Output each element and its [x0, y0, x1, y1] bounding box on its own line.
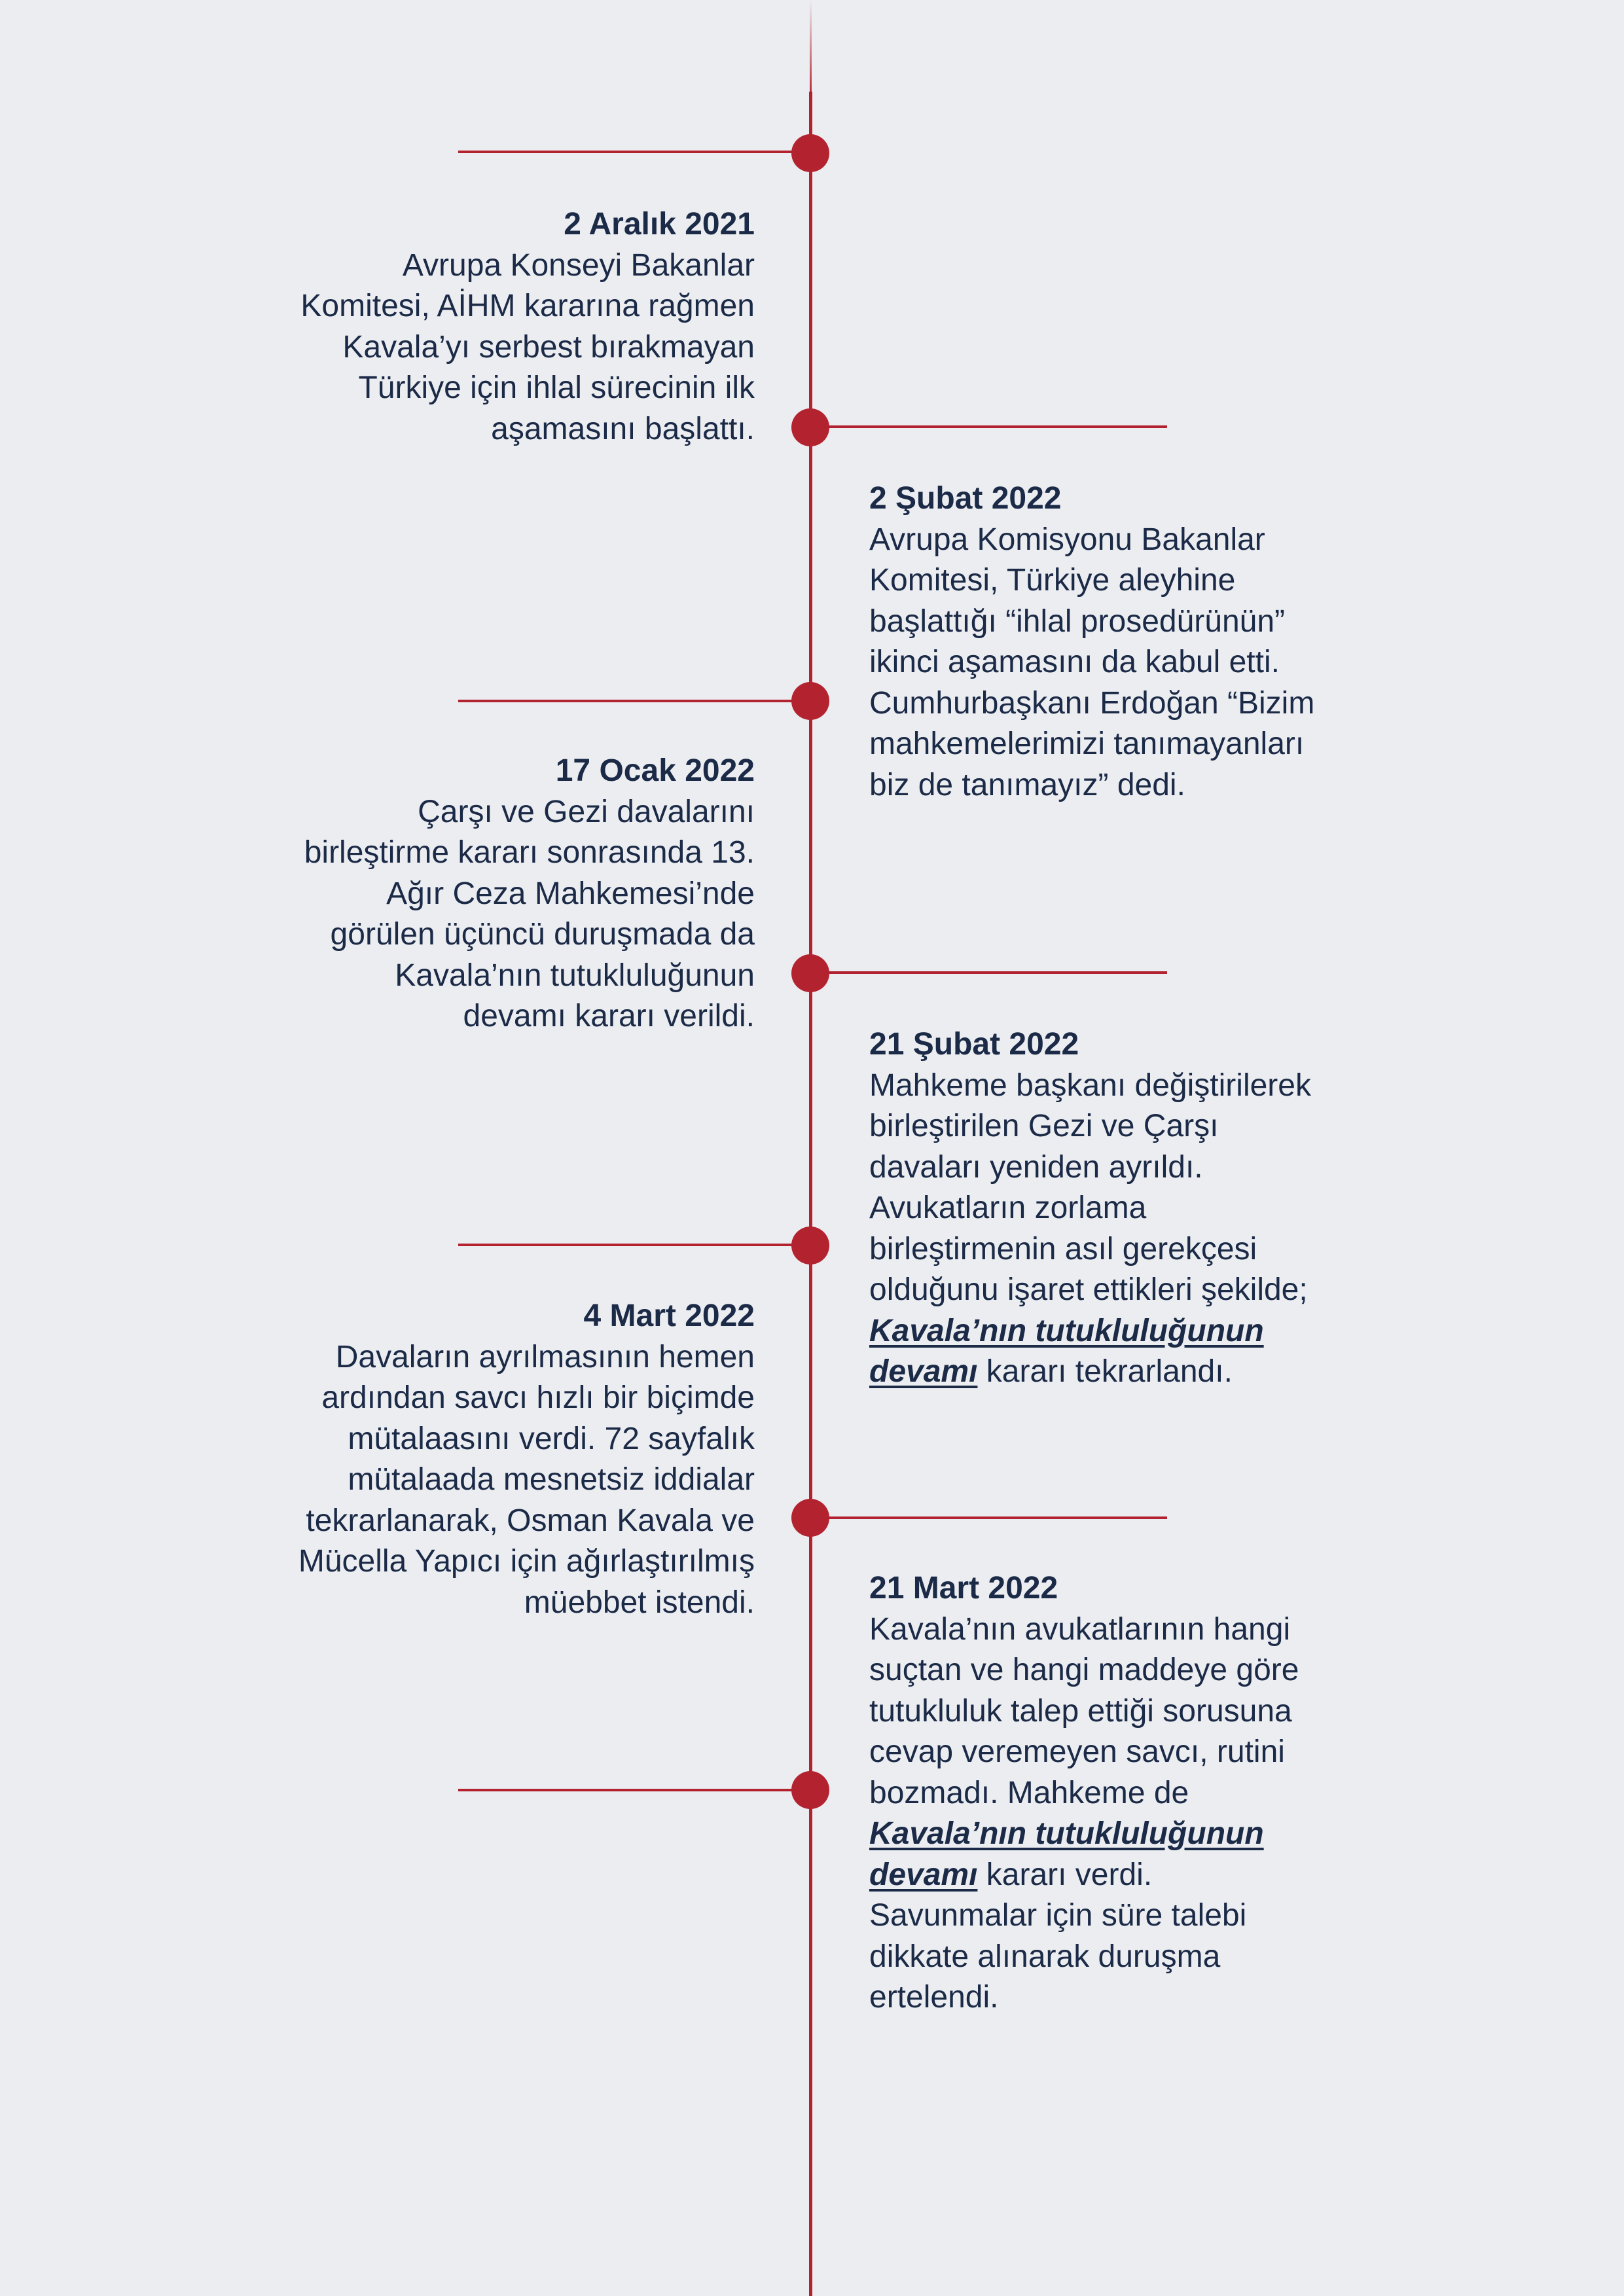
connector-line: [458, 1244, 812, 1246]
entry-text: [869, 1609, 1327, 2018]
timeline-entry: [283, 751, 755, 1037]
connector-line: [810, 425, 1167, 428]
entry-date: 21 Mart 2022: [869, 1571, 1058, 1605]
entry-date: 2 Şubat 2022: [869, 481, 1062, 516]
emphasis-link[interactable]: Kavala’nın tutukluluğunun devamı: [869, 1816, 1264, 1892]
connector-line: [458, 1789, 812, 1791]
connector-line: [458, 700, 812, 702]
timeline-dot: [791, 1227, 829, 1265]
entry-text: Avrupa Konseyi Bakanlar Komitesi, AİHM kararına rağmen Kavala’yı serbest bırakmayan Türkiye için ihlal sürecinin ilk aşamasını başlattı.: [300, 247, 755, 446]
emphasis-link[interactable]: Kavala’nın tutukluluğunun devamı: [869, 1313, 1264, 1389]
timeline-dot: [791, 1771, 829, 1809]
timeline-entry: [869, 478, 1327, 806]
connector-line: [810, 1516, 1167, 1519]
entry-text-part: kararı tekrarlandı.: [977, 1354, 1233, 1389]
connector-line: [810, 971, 1167, 974]
entry-text-part: Mahkeme başkanı değiştirilerek birleştirilen Gezi ve Çarşı davaları yeniden ayrıldı. Avukatların zorlama birleştirmenin asıl gerekçesi olduğunu işaret ettikleri şekilde;: [869, 1067, 1311, 1307]
timeline-entry: [869, 1568, 1327, 2018]
timeline-entry: [869, 1024, 1327, 1393]
entry-text: [869, 1066, 1327, 1393]
entry-text-part: Kavala’nın avukatlarının hangi suçtan ve hangi maddeye göre tutukluluk talep ettiği sorusuna cevap veremeyen savcı, rutini bozmadı. Mahkeme de: [869, 1611, 1299, 1810]
timeline-spine-tip: [810, 0, 812, 98]
timeline-dot: [791, 682, 829, 720]
entry-date: 4 Mart 2022: [583, 1299, 755, 1333]
entry-text-part: kararı verdi. Savunmalar için süre talebi dikkate alınarak duruşma ertelendi.: [869, 1857, 1247, 2015]
timeline-dot: [791, 408, 829, 446]
timeline-dot: [791, 1499, 829, 1537]
timeline-dot: [791, 954, 829, 992]
timeline-entry: [283, 1296, 755, 1623]
timeline-dot: [791, 134, 829, 172]
entry-text: Çarşı ve Gezi davalarını birleştirme kararı sonrasında 13. Ağır Ceza Mahkemesi’nde görülen üçüncü duruşmada da Kavala’nın tutukluluğunun devamı kararı verildi.: [304, 794, 755, 1033]
timeline-entry: [283, 204, 755, 450]
entry-text: Davaların ayrılmasının hemen ardından savcı hızlı bir biçimde mütalaasını verdi. 72 sayfalık mütalaada mesnetsiz iddialar tekrarlanarak, Osman Kavala ve Mücella Yapıcı için ağırlaştırılmış müebbet istendi.: [298, 1339, 755, 1620]
entry-date: 17 Ocak 2022: [555, 753, 755, 788]
connector-line: [458, 151, 812, 153]
entry-text: Avrupa Komisyonu Bakanlar Komitesi, Türkiye aleyhine başlattığı “ihlal prosedürünün” ikinci aşamasını da kabul etti. Cumhurbaşkanı Erdoğan “Bizim mahkemelerimizi tanımayanları biz de tanımayız” dedi.: [869, 522, 1315, 802]
entry-date: 21 Şubat 2022: [869, 1027, 1079, 1062]
entry-date: 2 Aralık 2021: [564, 207, 755, 242]
